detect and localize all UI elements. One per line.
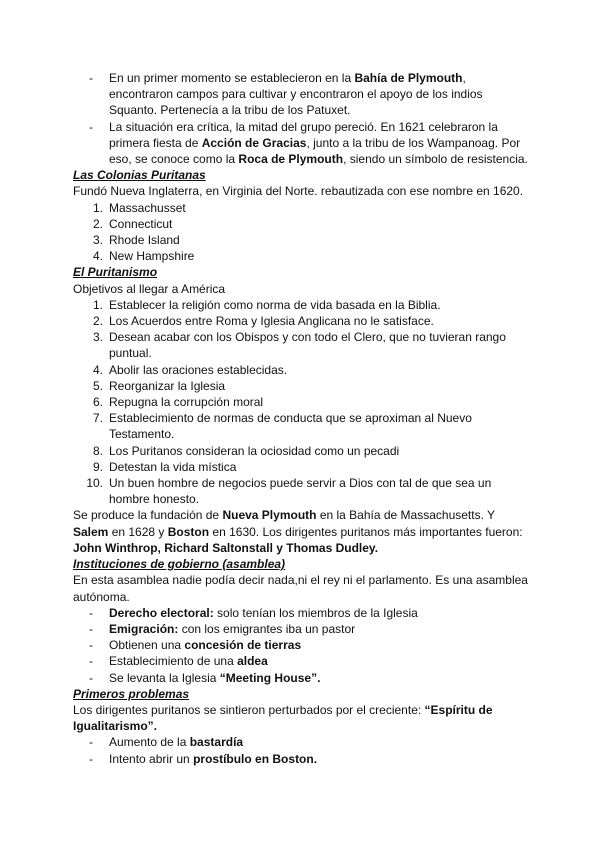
text-run: Se levanta la Iglesia <box>109 670 220 685</box>
numbered-item <box>73 297 533 313</box>
item-text: Desean acabar con los Obispos y con todo el Clero, que no tuvieran rango puntual. <box>109 330 506 361</box>
heading-problemas: Primeros problemas <box>73 686 190 701</box>
numbered-item <box>73 362 533 378</box>
bold-text: Bahía de Plymouth <box>354 71 463 85</box>
numbered-item <box>73 459 533 475</box>
item-text: Detestan la vida mística <box>109 459 237 474</box>
item-number: 2. <box>92 216 103 231</box>
item-text: New Hampshire <box>109 249 195 264</box>
item-text: Reorganizar la Iglesia <box>109 378 226 393</box>
heading-puritanismo: El Puritanismo <box>73 265 158 280</box>
item-number: 7. <box>92 411 103 426</box>
item-number: 9. <box>92 459 103 474</box>
item-text: Los Acuerdos entre Roma y Iglesia Anglicana no le satisface. <box>109 314 434 329</box>
problemas-list <box>73 734 533 766</box>
dash-bullet: - <box>89 638 93 653</box>
text-run: Obtienen una <box>109 638 185 653</box>
numbered-item <box>73 200 533 216</box>
item-text: Rhode Island <box>109 233 180 248</box>
dash-bullet: - <box>89 654 93 669</box>
bold-text: Acción de Gracias <box>201 135 307 150</box>
objectives-list <box>73 297 533 508</box>
bullet-item <box>73 670 533 686</box>
item-number: 3. <box>92 330 103 345</box>
numbered-item <box>73 394 533 410</box>
item-number: 3. <box>92 233 103 248</box>
item-text: Connecticut <box>109 216 173 231</box>
numbered-item <box>73 232 533 248</box>
numbered-item <box>73 475 533 507</box>
text-run: Aumento de la <box>109 735 190 750</box>
heading-colonias: Las Colonias Puritanas <box>73 168 206 183</box>
bullet-item <box>73 653 533 669</box>
bold-text: Salem <box>73 524 109 539</box>
leaders-line: John Winthrop, Richard Saltonstall y Thomas Dudley. <box>73 540 379 555</box>
item-number: 5. <box>92 378 103 393</box>
bullet-item <box>73 70 533 119</box>
text-run: , siendo un símbolo de resistencia. <box>343 152 528 167</box>
numbered-item <box>73 248 533 264</box>
item-text: Establecimiento de normas de conducta que se aproximan al Nuevo Testamento. <box>109 411 472 442</box>
bullet-item <box>73 751 533 767</box>
text-run: , encontraron campos para cultivar y encontraron el apoyo de los indios Squanto. Pertenecía a la tribu de los Patuxet. <box>109 71 483 118</box>
colonias-list <box>73 200 533 265</box>
text-run: Intento abrir un <box>109 751 194 766</box>
text-run: , junto a la tribu de los Wampanoag. Por eso, se conoce como la <box>109 135 521 167</box>
item-text: Un buen hombre de negocios puede servir a Dios con tal de que sea un hombre honesto. <box>109 476 492 507</box>
text-run: En un primer momento se establecieron en la <box>109 71 355 85</box>
text-run: Los dirigentes puritanos se sintieron perturbados por el creciente: <box>73 702 425 717</box>
item-text: Establecer la religión como norma de vida basada en la Biblia. <box>109 297 441 312</box>
dash-bullet: - <box>89 751 93 766</box>
item-number: 2. <box>92 314 103 329</box>
text-run: en 1628 y <box>108 524 168 539</box>
bold-text: Roca de Plymouth <box>238 152 344 167</box>
colonias-text: Fundó Nueva Inglaterra, en Virginia del Norte. rebautizada con ese nombre en 1620. <box>73 184 524 199</box>
bullet-item <box>73 734 533 750</box>
bullet-item <box>73 637 533 653</box>
bold-text: “Meeting House”. <box>219 670 321 685</box>
dash-bullet: - <box>89 119 93 134</box>
dash-bullet: - <box>89 735 93 750</box>
text-run: con los emigrantes iba un pastor <box>178 621 356 636</box>
dash-bullet: - <box>89 605 93 620</box>
dash-bullet: - <box>89 670 93 685</box>
bold-text: Emigración: <box>109 621 179 636</box>
item-number: 1. <box>92 200 103 215</box>
numbered-item <box>73 313 533 329</box>
text-run: La situación era crítica, la mitad del grupo pereció. En 1621 celebraron la primera fiesta de <box>109 119 498 150</box>
intro-list <box>73 70 533 167</box>
bullet-item <box>73 605 533 621</box>
bullet-item <box>73 621 533 637</box>
bold-text: bastardía <box>189 735 244 750</box>
numbered-item <box>73 378 533 394</box>
bold-text: Derecho electoral: <box>109 605 214 620</box>
item-number: 1. <box>92 297 103 312</box>
item-number: 10. <box>86 476 103 491</box>
item-number: 6. <box>92 395 103 410</box>
text-run: Se produce la fundación de <box>73 508 223 523</box>
instituciones-list <box>73 605 533 686</box>
text-run: en la Bahía de Massachusetts. Y <box>316 508 495 523</box>
item-text: Abolir las oraciones establecidas. <box>109 362 288 377</box>
item-text: Los Puritanos consideran la ociosidad como un pecadi <box>109 443 400 458</box>
instituciones-text: En esta asamblea nadie podía decir nada,ni el rey ni el parlamento. Es una asamblea autónoma. <box>73 573 528 604</box>
numbered-item <box>73 443 533 459</box>
text-run: solo tenían los miembros de la Iglesia <box>213 605 418 620</box>
item-number: 4. <box>92 362 103 377</box>
bold-text: Boston <box>167 524 210 539</box>
puritanismo-text: Objetivos al llegar a América <box>73 281 226 296</box>
item-text: Repugna la corrupción moral <box>109 395 264 410</box>
text-run: en 1630. Los dirigentes puritanos más importantes fueron: <box>209 524 523 539</box>
dash-bullet: - <box>89 71 93 85</box>
numbered-item <box>73 329 533 361</box>
numbered-item <box>73 216 533 232</box>
foundation-paragraph <box>73 507 533 539</box>
problemas-text <box>73 702 533 734</box>
bold-text: Nueva Plymouth <box>222 508 317 523</box>
bold-text: concesión de tierras <box>184 638 302 653</box>
item-number: 8. <box>92 443 103 458</box>
bold-text: “Espíritu de Igualitarismo”. <box>73 702 493 734</box>
heading-instituciones: Instituciones de gobierno (asamblea) <box>73 557 286 572</box>
document-page <box>73 70 533 767</box>
bullet-item <box>73 119 533 168</box>
bold-text: aldea <box>237 654 268 669</box>
numbered-item <box>73 410 533 442</box>
item-number: 4. <box>92 249 103 264</box>
dash-bullet: - <box>89 621 93 636</box>
text-run: Establecimiento de una <box>109 654 238 669</box>
item-text: Massachusset <box>109 200 186 215</box>
bold-text: prostíbulo en Boston. <box>193 751 318 766</box>
